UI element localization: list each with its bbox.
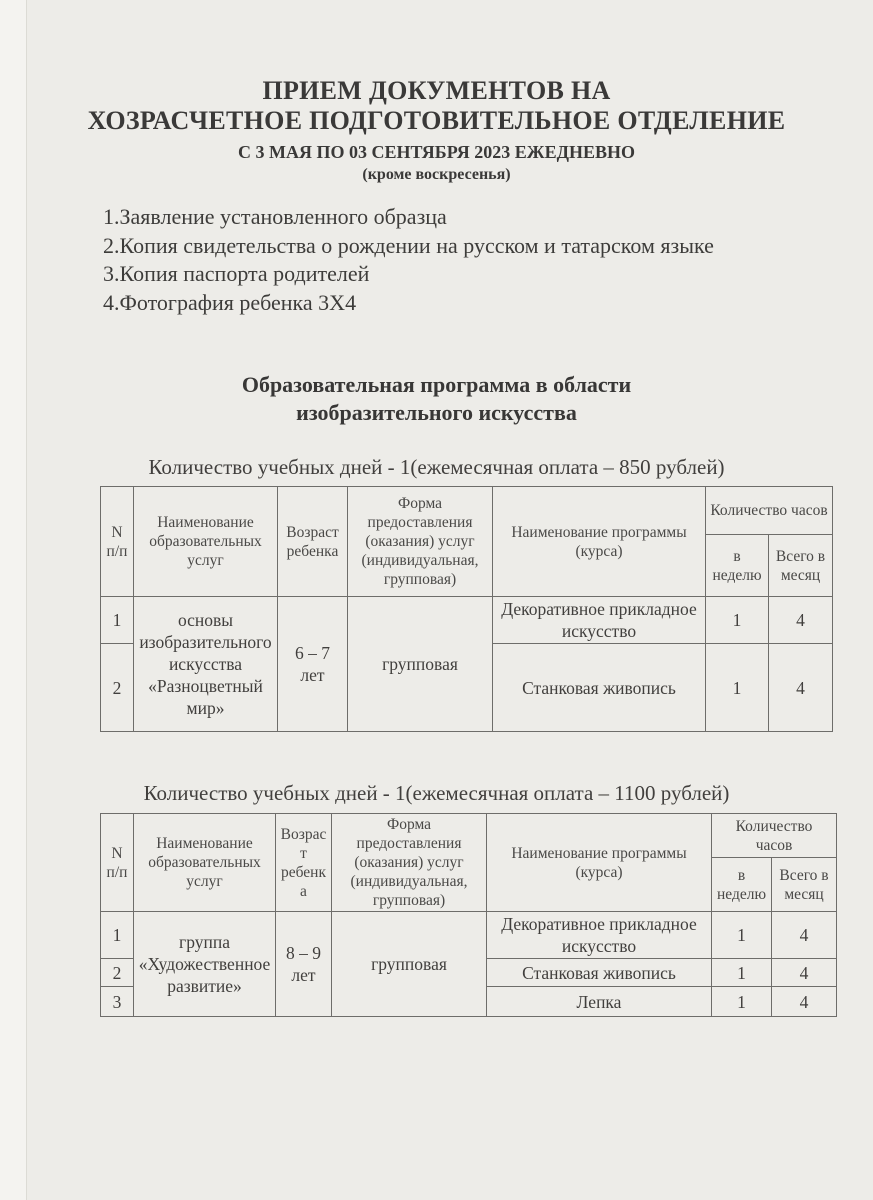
program-table-850 xyxy=(100,486,833,732)
title-dates-line: С 3 МАЯ ПО 03 СЕНТЯБРЯ 2023 ЕЖЕДНЕВНО xyxy=(237,142,636,162)
form-cell: групповая xyxy=(348,597,493,732)
header-program: Наименование программы (курса) xyxy=(487,814,712,912)
age-cell: 8 – 9 лет xyxy=(276,912,332,1017)
header-form: Форма предоставления (оказания) услуг (индивидуальная, групповая) xyxy=(332,814,487,912)
header-age: Возраст ребенка xyxy=(278,487,348,597)
table-row xyxy=(101,597,833,644)
required-documents-list xyxy=(103,203,714,317)
list-item: 3.Копия паспорта родителей xyxy=(103,261,370,286)
header-num: N п/п xyxy=(101,814,134,912)
hours-month-cell: 4 xyxy=(772,987,837,1017)
hours-month-cell: 4 xyxy=(772,959,837,987)
program-cell: Декоративное прикладное искусство xyxy=(487,912,712,959)
header-hours: Количество часов xyxy=(706,487,833,535)
program-cell: Станковая живопись xyxy=(493,644,706,732)
hours-week-cell: 1 xyxy=(706,597,769,644)
list-item: 2.Копия свидетельства о рождении на русском и татарском языке xyxy=(103,232,714,258)
program-cell: Станковая живопись xyxy=(487,959,712,987)
hours-week-cell: 1 xyxy=(712,912,772,959)
header-form: Форма предоставления (оказания) услуг (индивидуальная, групповая) xyxy=(348,487,493,597)
header-num: N п/п xyxy=(101,487,134,597)
header-service: Наименование образовательных услуг xyxy=(134,814,276,912)
header-hours-week: в неделю xyxy=(706,535,769,597)
program-section-heading xyxy=(0,371,873,427)
row-num: 1 xyxy=(101,912,134,959)
service-name-cell: основы изобразительного искусства «Разноцветный мир» xyxy=(134,597,278,732)
form-cell: групповая xyxy=(332,912,487,1017)
age-cell: 6 – 7 лет xyxy=(278,597,348,732)
document-title-block xyxy=(0,76,873,185)
row-num: 1 xyxy=(101,597,134,644)
title-note-line: (кроме воскресенья) xyxy=(362,166,511,183)
hours-month-cell: 4 xyxy=(769,644,833,732)
row-num: 2 xyxy=(101,644,134,732)
hours-month-cell: 4 xyxy=(769,597,833,644)
header-service: Наименование образовательных услуг xyxy=(134,487,278,597)
hours-week-cell: 1 xyxy=(712,987,772,1017)
header-hours-month: Всего в месяц xyxy=(772,858,837,912)
program-cell: Лепка xyxy=(487,987,712,1017)
section-heading-line-2: изобразительного искусства xyxy=(296,400,577,425)
header-hours-month: Всего в месяц xyxy=(769,535,833,597)
title-line-2: ХОЗРАСЧЕТНОЕ ПОДГОТОВИТЕЛЬНОЕ ОТДЕЛЕНИЕ xyxy=(87,106,786,135)
service-name-cell: группа «Художественное развитие» xyxy=(134,912,276,1017)
table1-caption: Количество учебных дней - 1(ежемесячная оплата – 850 рублей) xyxy=(148,455,725,479)
list-item: 1.Заявление установленного образца xyxy=(103,204,447,229)
section-heading-line-1: Образовательная программа в области xyxy=(241,372,632,397)
table2-caption: Количество учебных дней - 1(ежемесячная оплата – 1100 рублей) xyxy=(143,781,730,805)
program-table-1100 xyxy=(100,813,837,1017)
list-item: 4.Фотография ребенка 3Х4 xyxy=(103,289,357,315)
header-age: Возраст ребенка xyxy=(276,814,332,912)
hours-week-cell: 1 xyxy=(706,644,769,732)
row-num: 3 xyxy=(101,987,134,1017)
program-cell: Декоративное прикладное искусство xyxy=(493,597,706,644)
header-hours-week: в неделю xyxy=(712,858,772,912)
hours-week-cell: 1 xyxy=(712,959,772,987)
title-line-1: ПРИЕМ ДОКУМЕНТОВ НА xyxy=(262,76,611,105)
hours-month-cell: 4 xyxy=(772,912,837,959)
row-num: 2 xyxy=(101,959,134,987)
table-row xyxy=(101,912,837,959)
header-hours: Количество часов xyxy=(712,814,837,858)
header-program: Наименование программы (курса) xyxy=(493,487,706,597)
